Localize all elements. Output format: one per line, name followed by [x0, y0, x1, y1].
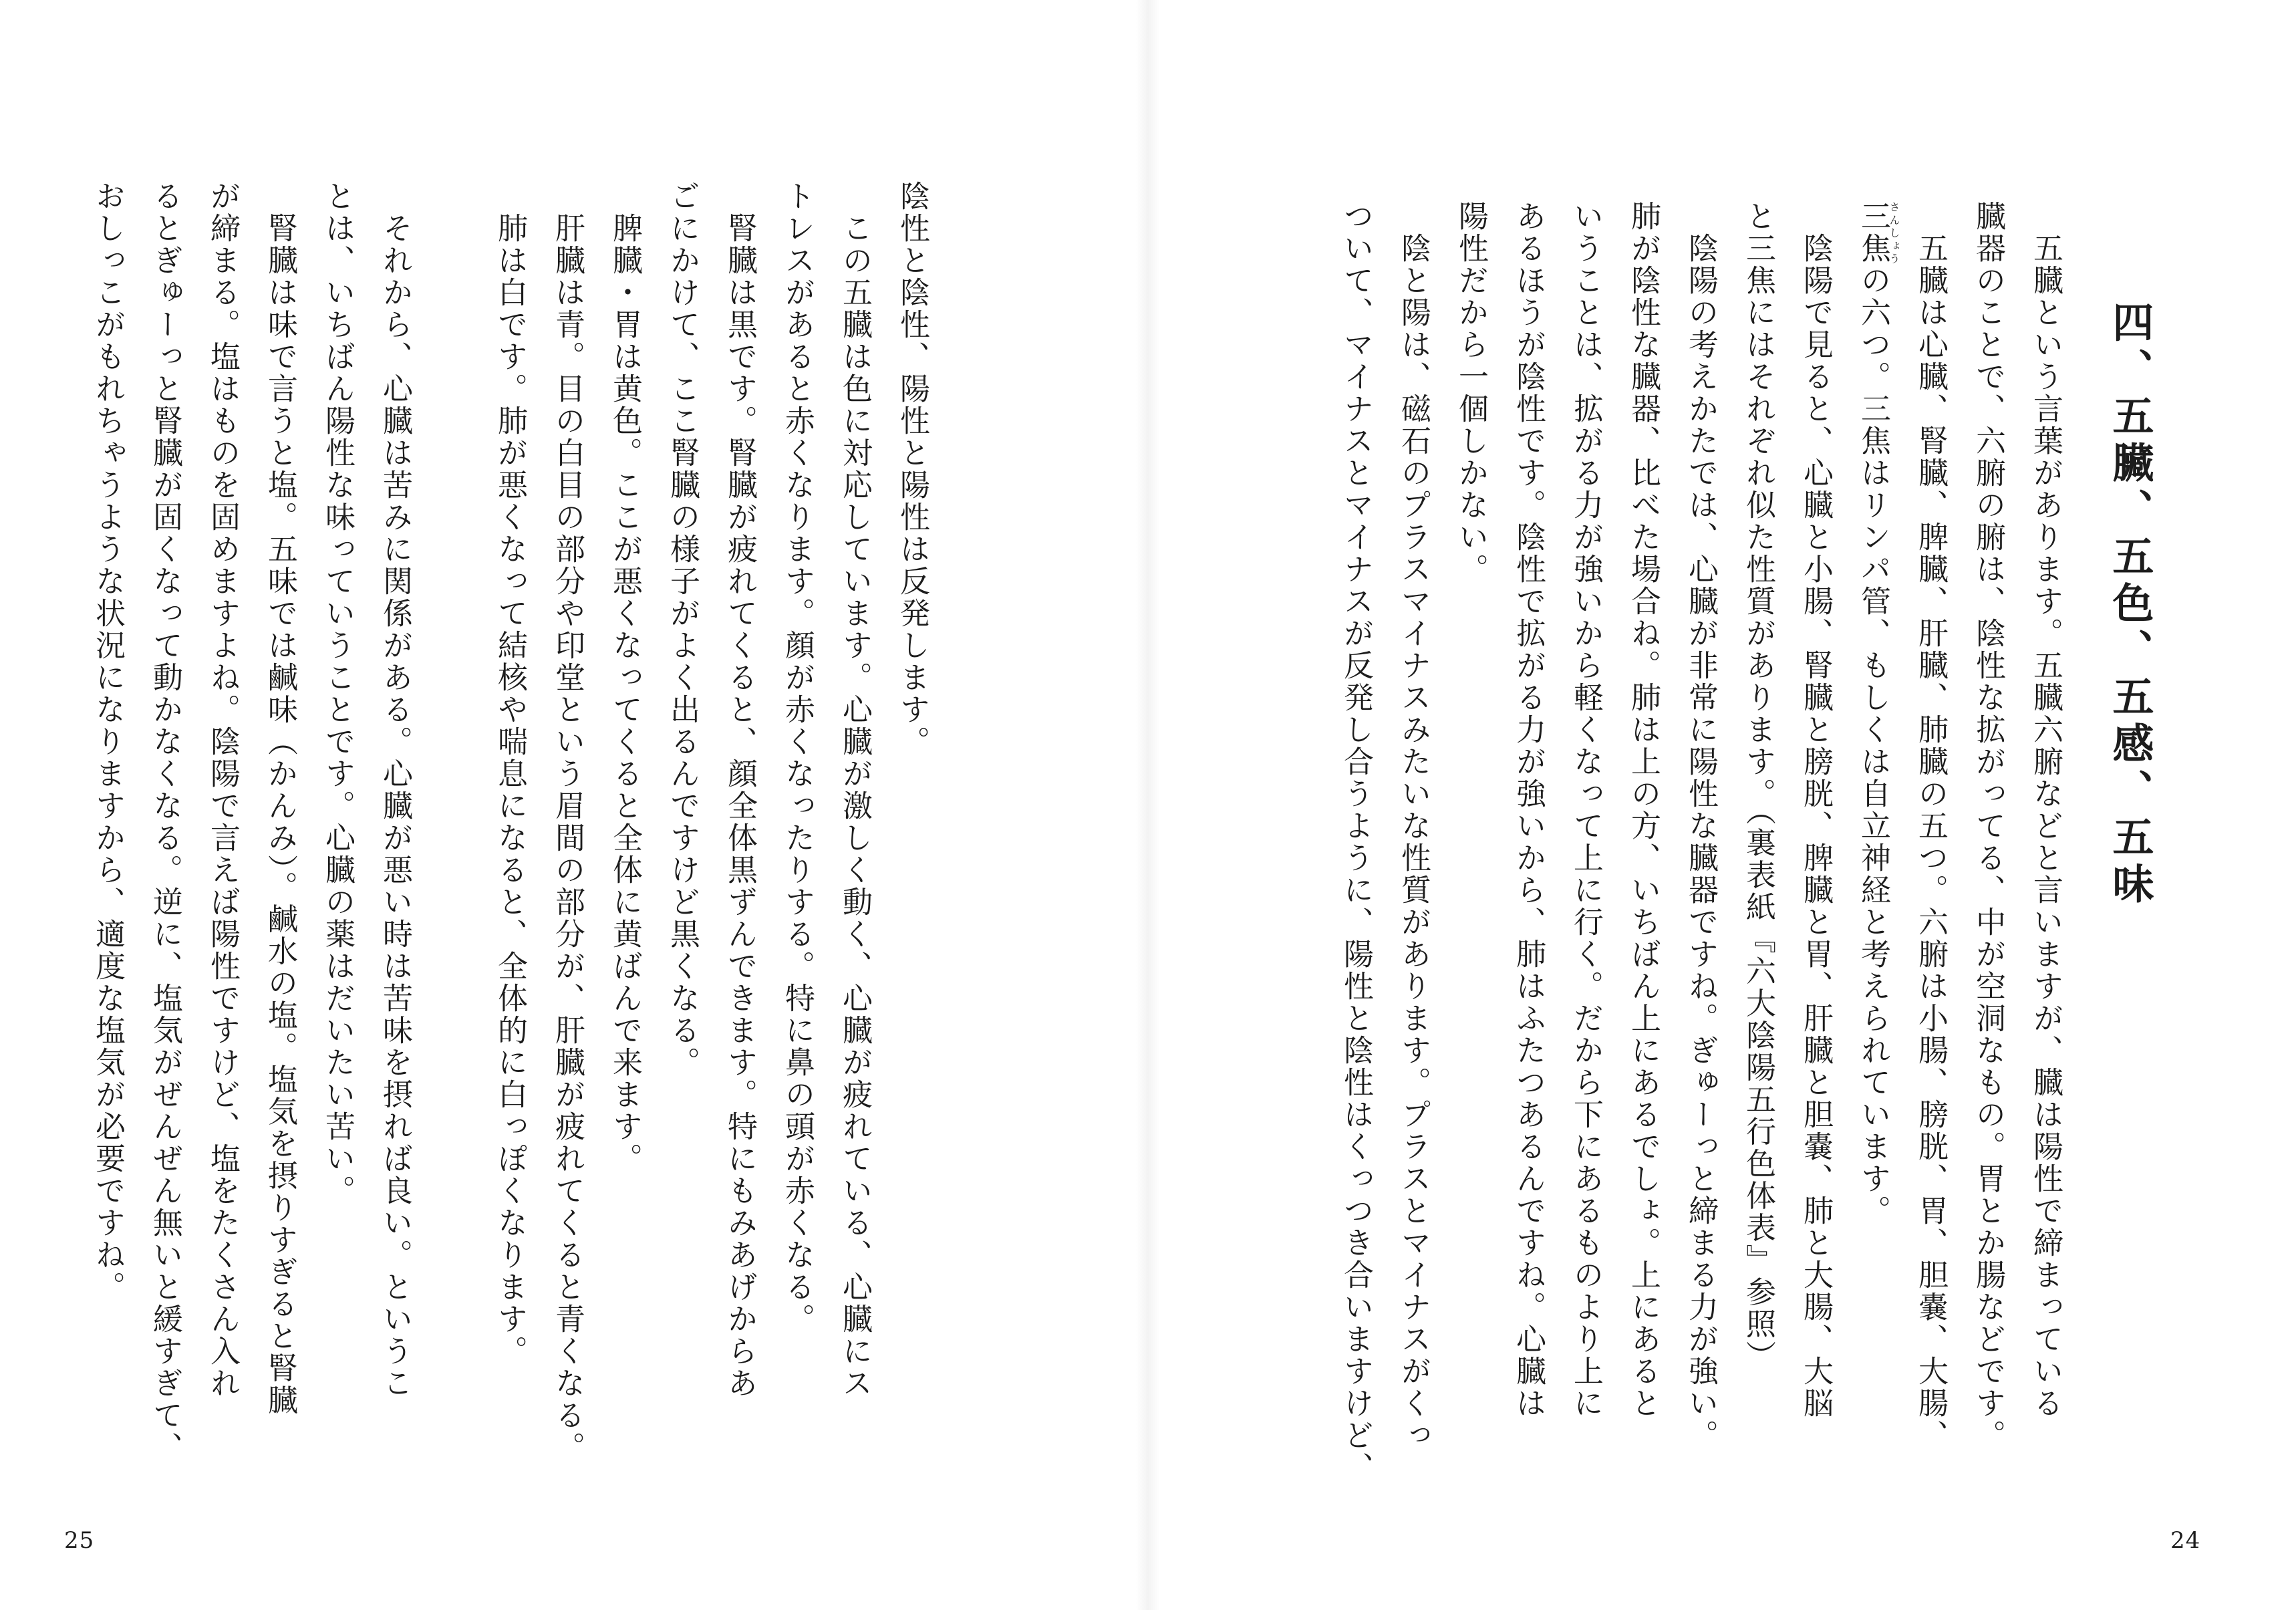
text-line: いうことは、拡がる力が強いから軽くなって上に行く。だから下にあるものより上に [1568, 200, 1604, 1420]
text-line: 陰性と陰性、陽性と陽性は反発します。 [895, 180, 930, 758]
text-line: 臓器のことで、六腑の腑は、陰性な拡がってる、中が空洞なもの。胃とか腸などです。 [1971, 200, 2006, 1452]
text-line: ごにかけて、ここ腎臓の様子がよく出るんですけど黒くなる。 [665, 180, 700, 1079]
ruby-annotation [1856, 200, 1900, 265]
text-line: 五臓という言葉があります。五臓六腑などと言いますが、臓は陽性で締まっている [2028, 200, 2063, 1420]
text-line: 陰陽で見ると、心臓と小腸、腎臓と膀胱、脾臓と胃、肝臓と胆嚢、肺と大腸、大脳 [1798, 200, 1834, 1420]
right-page [1148, 0, 2296, 1610]
text-line-with-ruby [1844, 200, 1902, 1484]
text-line: が締まる。塩はものを固めますよね。陰陽で言えば陽性ですけど、塩をたくさん入れ [205, 180, 241, 1399]
text-line: 肺が陰性な臓器、比べた場合ね。肺は上の方、いちばん上にあるでしょ。上にあると [1626, 200, 1661, 1420]
page-number: 25 [64, 1527, 95, 1554]
text-line: この五臓は色に対応しています。心臓が激しく動く、心臓が疲れている、心臓にス [837, 180, 873, 1399]
text-line: 五臓は心臓、腎臓、脾臓、肝臓、肺臓の五つ。六腑は小腸、膀胱、胃、胆嚢、大腸、 [1913, 200, 1949, 1452]
text-line: るとぎゅーっと腎臓が固くなって動かなくなる。逆に、塩気がぜんぜん無いと緩すぎて、 [148, 180, 183, 1464]
text-line: おしっこがもれちゃうような状況になりますから、適度な塩気が必要ですね。 [90, 180, 126, 1303]
ruby-reading: さんしょう [1888, 200, 1900, 265]
paragraph-gap [424, 180, 481, 1477]
text-line: 陽性だから一個しかない。 [1453, 200, 1489, 585]
text-line: ついて、マイナスとマイナスが反発し合うように、陽性と陰性はくっつき合いますけど、 [1338, 200, 1374, 1484]
text-line: 脾臓・胃は黄色。ここが悪くなってくると全体に黄ばんで来ます。 [607, 180, 643, 1175]
ruby-base: 三焦 [1856, 200, 1891, 265]
page-number: 24 [2170, 1527, 2201, 1554]
text-line: と三焦にはそれぞれ似た性質があります。（裏表紙『六大陰陽五行色体表』参照） [1741, 200, 1776, 1373]
text-line: とは、いちばん陽性な味っていうことです。心臓の薬はだいたい苦い。 [320, 180, 355, 1207]
text-line: 腎臓は黒です。腎臓が疲れてくると、顔全体黒ずんできます。特にもみあげからあ [722, 180, 758, 1399]
text-line: あるほうが陰性です。陰性で拡がる力が強いから、肺はふたつあるんですね。心臓は [1511, 200, 1546, 1420]
text-line: それから、心臓は苦みに関係がある。心臓が悪い時は苦味を摂れば良い。というこ [378, 180, 413, 1399]
section-heading: 四、五臟、五色、五感、五味 [2106, 301, 2154, 909]
text-line: 腎臓は味で言うと塩。五味では鹹味（かんみ）。鹹水の塩。塩気を摂りすぎると腎臓 [263, 180, 298, 1417]
right-page-text [1327, 200, 2158, 1484]
text-line: 肺は白です。肺が悪くなって結核や喘息になると、全体的に白っぽくなります。 [492, 180, 528, 1367]
text-line-rest: の六つ。三焦はリンパ管、もしくは自立神経と考えられています。 [1856, 265, 1891, 1227]
text-line: トレスがあると赤くなります。顔が赤くなったりする。特に鼻の頭が赤くなる。 [780, 180, 815, 1335]
left-page-text [79, 180, 941, 1477]
text-line: 陰と陽は、磁石のプラスマイナスみたいな性質があります。プラスとマイナスがくっ [1396, 200, 1431, 1452]
text-line: 陰陽の考えかたでは、心臓が非常に陽性な臓器ですね。ぎゅーっと締まる力が強い。 [1683, 200, 1719, 1452]
text-line: 肝臓は青。目の白目の部分や印堂という眉間の部分が、肝臓が疲れてくると青くなる。 [550, 180, 585, 1464]
